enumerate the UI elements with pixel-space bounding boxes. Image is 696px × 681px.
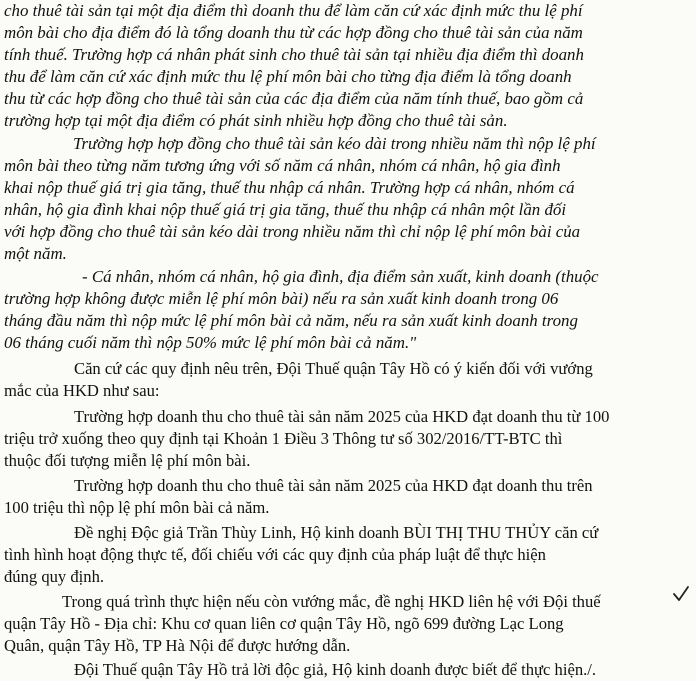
- body-line: Trường hợp doanh thu cho thuê tài sản năm 2025 của HKD đạt doanh thu trên: [74, 476, 593, 495]
- quoted-line: Trường hợp hợp đồng cho thuê tài sản kéo dài trong nhiều năm thì nộp lệ phí: [73, 134, 596, 153]
- quoted-line: 06 tháng cuối năm thì nộp 50% mức lệ phí môn bài cả năm.": [4, 333, 417, 352]
- handwritten-check-mark: [672, 585, 690, 603]
- body-line: quận Tây Hồ - Địa chỉ: Khu cơ quan liên cơ quận Tây Hồ, ngõ 699 đường Lạc Long: [4, 614, 564, 633]
- quoted-line: tính thuế. Trường hợp cá nhân phát sinh cho thuê tài sản tại nhiều địa điểm thì doanh: [4, 45, 584, 64]
- quoted-line: thu từ các hợp đồng cho thuê tài sản của các địa điểm của năm tính thuế, bao gồm cả: [4, 89, 584, 108]
- body-line: Căn cứ các quy định nêu trên, Đội Thuế quận Tây Hồ có ý kiến đối với vướng: [74, 359, 593, 378]
- quoted-line: tháng đầu năm thì nộp mức lệ phí môn bài cả năm, nếu ra sản xuất kinh doanh trong: [4, 311, 578, 330]
- body-line: Trường hợp doanh thu cho thuê tài sản năm 2025 của HKD đạt doanh thu từ 100: [74, 407, 610, 426]
- body-line: Đội Thuế quận Tây Hồ trả lời độc giả, Hộ kinh doanh được biết để thực hiện./.: [74, 660, 597, 679]
- quoted-line: với hợp đồng cho thuê tài sản kéo dài trong nhiều năm thì chỉ nộp lệ phí môn bài của: [4, 222, 581, 241]
- quoted-line: - Cá nhân, nhóm cá nhân, hộ gia đình, địa điểm sản xuất, kinh doanh (thuộc: [82, 267, 599, 286]
- quoted-line: thu để làm căn cứ xác định mức thu lệ phí môn bài cho từng địa điểm là tổng doanh: [4, 67, 572, 86]
- body-line: 100 triệu thì nộp lệ phí môn bài cả năm.: [4, 498, 270, 517]
- quoted-line: môn bài cho địa điểm đó là tổng doanh thu từ các hợp đồng cho thuê tài sản của năm: [4, 23, 583, 42]
- body-line: Đề nghị Độc giả Trần Thùy Linh, Hộ kinh doanh BÙI THỊ THU THỦY căn cứ: [74, 523, 599, 542]
- quoted-line: khai nộp thuế giá trị gia tăng, thuế thu nhập cá nhân. Trường hợp cá nhân, nhóm cá: [4, 178, 575, 197]
- quoted-line: trường hợp tại một địa điểm có phát sinh nhiều hợp đồng cho thuê tài sản.: [4, 111, 508, 130]
- body-line: thuộc đối tượng miễn lệ phí môn bài.: [4, 451, 251, 470]
- body-line: tình hình hoạt động thực tế, đối chiếu với các quy định của pháp luật để thực hiện: [4, 545, 546, 564]
- quoted-line: cho thuê tài sản tại một địa điểm thì doanh thu để làm căn cứ xác định mức thu lệ phí: [4, 1, 583, 20]
- quoted-line: nhân, hộ gia đình khai nộp thuế giá trị gia tăng, thuế thu nhập cá nhân một lần đối: [4, 200, 567, 219]
- body-line: triệu trở xuống theo quy định tại Khoản 1 Điều 3 Thông tư số 302/2016/TT-BTC thì: [4, 429, 563, 448]
- body-line: đúng quy định.: [4, 567, 105, 586]
- quoted-line: một năm.: [4, 244, 67, 263]
- body-line: mắc của HKD như sau:: [4, 381, 160, 400]
- quoted-line: trường hợp không được miễn lệ phí môn bài) nếu ra sản xuất kinh doanh trong 06: [4, 289, 559, 308]
- body-line: Quân, quận Tây Hồ, TP Hà Nội để được hướng dẫn.: [4, 636, 351, 655]
- quoted-line: môn bài theo từng năm tương ứng với số năm cá nhân, nhóm cá nhân, hộ gia đình: [4, 156, 561, 175]
- body-line: Trong quá trình thực hiện nếu còn vướng mắc, đề nghị HKD liên hệ với Đội thuế: [62, 592, 601, 611]
